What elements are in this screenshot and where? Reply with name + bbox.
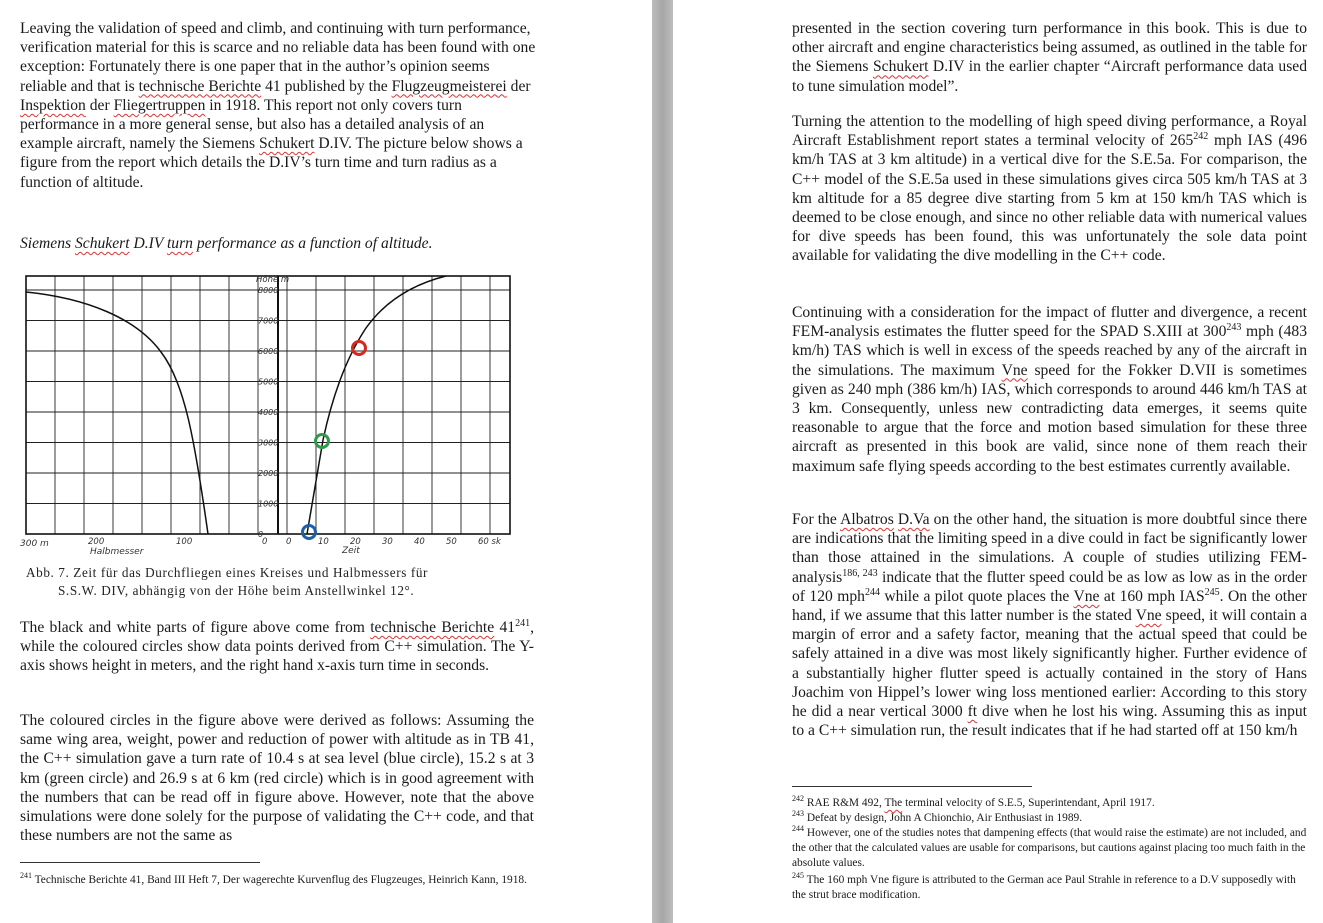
footnote-244: $^{244}$ However, one of the studies notes that dampening effects (that would raise the estimate) are not included, and the other that the calculated values are usable for comparisons, but cautions against placing too much faith in the absolute values. <box>792 824 1307 870</box>
right-page <box>673 0 1323 923</box>
right-tick-label: 0 <box>286 537 292 547</box>
right-footnote-rule <box>792 786 1032 787</box>
height-tick-label: 5000 <box>258 377 279 387</box>
figure-caption-line-1: Abb. 7. Zeit für das Durchfliegen eines Kreises und Halbmessers für <box>26 565 429 580</box>
right-paragraph-4: For the Albatros D.Va on the other hand, the situation is more doubtful since there are indications that the limiting speed in a dive could in fact be significantly lower than those attained in the simulations. A couple of studies utilizing FEM-analysis$^{186, 243}$ indicate that the flutter speed could be as low as low as in the order of 120 mph$^{244}$ while a pilot quote places the Vne at 160 mph IAS$^{245}$. On the other hand, if we assume that this latter number is the stated Vne speed, it will contain a margin of error and a safety factor, meaning that the actual speed that could be safely attained in a dive was most likely significantly higher. Further evidence of a substantially higher flutter speed is actually contained in the story of Hans Joachim von Hippel’s lower wing loss mentioned earlier: According to this story he did a near vertical 3000 ft dive when he lost his wing. Assuming this as input to a C++ simulation run, the result indicates that if he had started off at 150 km/h <box>792 511 1307 740</box>
figure-caption-line-2: S.S.W. DIV, abhängig von der Höhe beim Anstellwinkel 12°. <box>58 583 415 598</box>
turn-performance-plot <box>16 270 536 560</box>
right-paragraph-2: Turning the attention to the modelling of high speed diving performance, a Royal Aircraft Establishment report states a terminal velocity of $265^{242}$ mph IAS (496 km/h TAS at 3 km altitude) in a vertical dive for the S.E.5a. For comparison, the C++ model of the S.E.5a used in these simulations gives circa 505 km/h TAS at 3 km altitude for a 85 degree dive starting from 5 km at 150 km/h TAS which is deemed to be close enough, and since no other reliable data with numerical values for dive speeds has been found, this was unfortunately the sole data point available for validating the dive modelling in the C++ code. <box>792 113 1307 265</box>
left-axis-title: Halbmesser <box>90 547 144 557</box>
footnote-245: $^{245}$ The 160 mph Vne figure is attributed to the German ace Paul Strahle in reference to a D.V supposedly with the strut brace modification. <box>792 871 1296 902</box>
plot-grid <box>26 276 510 534</box>
height-tick-label: 1000 <box>258 499 279 509</box>
radius-curve <box>26 292 208 534</box>
left-tick-labels <box>88 537 267 547</box>
footnote-243: $^{243}$ Defeat by design, John A Chionchio, Air Enthusiast in 1989. <box>792 809 1083 824</box>
height-tick-labels <box>258 286 278 539</box>
left-page <box>0 0 652 923</box>
body-paragraph-2: The black and white parts of figure above come from technische Berichte $41^{241}$, while the coloured circles show data points derived from C++ simulation. The Y-axis shows height in meters, and the right hand x-axis turn time in seconds. <box>20 617 534 675</box>
height-tick-label: 8000 <box>258 286 279 295</box>
body-paragraph-1: Leaving the validation of speed and climb, and continuing with turn performance, verification material for this is scarce and no reliable data has been found with one exception: Fortunately there is one paper that in the author’s opinion seems reliable and that is technische Berichte 41 published by the Flugzeugmeisterei der Inspektion der Fliegertruppen in 1918. This report not only covers turn performance in a more general sense, but also has a detailed analysis of an example aircraft, namely the Siemens Schukert D.IV. The picture below shows a figure from the report which details the D.IV’s turn time and turn radius as a function of altitude. <box>20 20 536 191</box>
height-tick-label: 0 <box>258 530 264 539</box>
right-tick-label: 20 <box>350 537 361 547</box>
turn-time-curve <box>307 276 446 534</box>
right-paragraph-3: Continuing with a consideration for the impact of flutter and divergence, a recent FEM-analysis estimates the flutter speed for the SPAD S.XIII at $300^{243}$ mph (483 km/h) TAS which is well in excess of the speeds reached by any of the aircraft in the simulations. The maximum Vne speed for the Fokker D.VII is sometimes given as 240 mph (386 km/h) IAS, which corresponds to around 446 km/h TAS at 3 km. Consequently, unless new contradicting data emerges, it seems quite reasonable to argue that the force and motion based simulation for these three aircraft as presented in this book are valid, since none of them reach their maximum safe flying speeds according to the best estimates currently available. <box>792 304 1307 475</box>
right-tick-label: 60 sk <box>478 537 501 547</box>
height-axis-title: Höhe m <box>256 275 290 285</box>
height-tick-label: 7000 <box>258 316 279 326</box>
height-tick-label: 3000 <box>258 438 279 448</box>
right-paragraph-1: presented in the section covering turn performance in this book. This is due to other aircraft and engine characteristics being assumed, as outlined in the table for the Siemens Schukert D.IV in the earlier chapter “Aircraft performance data used to tune simulation model”. <box>792 20 1307 95</box>
right-tick-label: 30 <box>382 537 393 547</box>
body-paragraph-3: The coloured circles in the figure above were derived as follows: Assuming the same wing area, weight, power and reduction of power with altitude as in TB 41, the C++ simulation gave a turn rate of 10.4 s at sea level (blue circle), 15.2 s at 3 km (green circle) and 26.9 s at 6 km (red circle) which is in good agreement with the numbers that can be read off in figure above. However, note that the above simulations were done solely for the purpose of validating the C++ code, and that these numbers are not the same as <box>20 712 534 845</box>
right-axis-title: Zeit <box>342 546 360 556</box>
height-tick-label: 4000 <box>258 408 279 417</box>
right-tick-label: 50 <box>446 537 457 547</box>
left-tick-label: 0 <box>262 537 268 547</box>
footnote-rule <box>20 862 260 863</box>
left-tick-label: 200 <box>88 537 105 547</box>
right-tick-labels <box>286 537 502 547</box>
left-axis-label-300m: 300 m <box>20 539 49 549</box>
right-tick-label: 40 <box>414 537 425 547</box>
height-tick-label: 2000 <box>258 469 279 478</box>
blue-circle-marker <box>303 526 316 539</box>
turn-performance-figure <box>16 270 536 600</box>
page-gutter <box>652 0 673 923</box>
height-tick-label: 6000 <box>258 347 279 356</box>
footnote-241: $^{241}$ Technische Berichte 41, Band III Heft 7, Der wagerechte Kurvenflug des Flugzeuges, Heinrich Kann, 1918. <box>20 871 527 886</box>
right-tick-label: 10 <box>318 537 329 547</box>
footnote-242: $^{242}$ RAE R&M 492, The terminal velocity of S.E.5, Superintendant, April 1917. <box>792 794 1155 809</box>
figure-title: Siemens Schukert D.IV turn performance as a function of altitude. <box>20 235 433 252</box>
plot-border <box>26 276 510 534</box>
left-tick-label: 100 <box>176 537 193 547</box>
